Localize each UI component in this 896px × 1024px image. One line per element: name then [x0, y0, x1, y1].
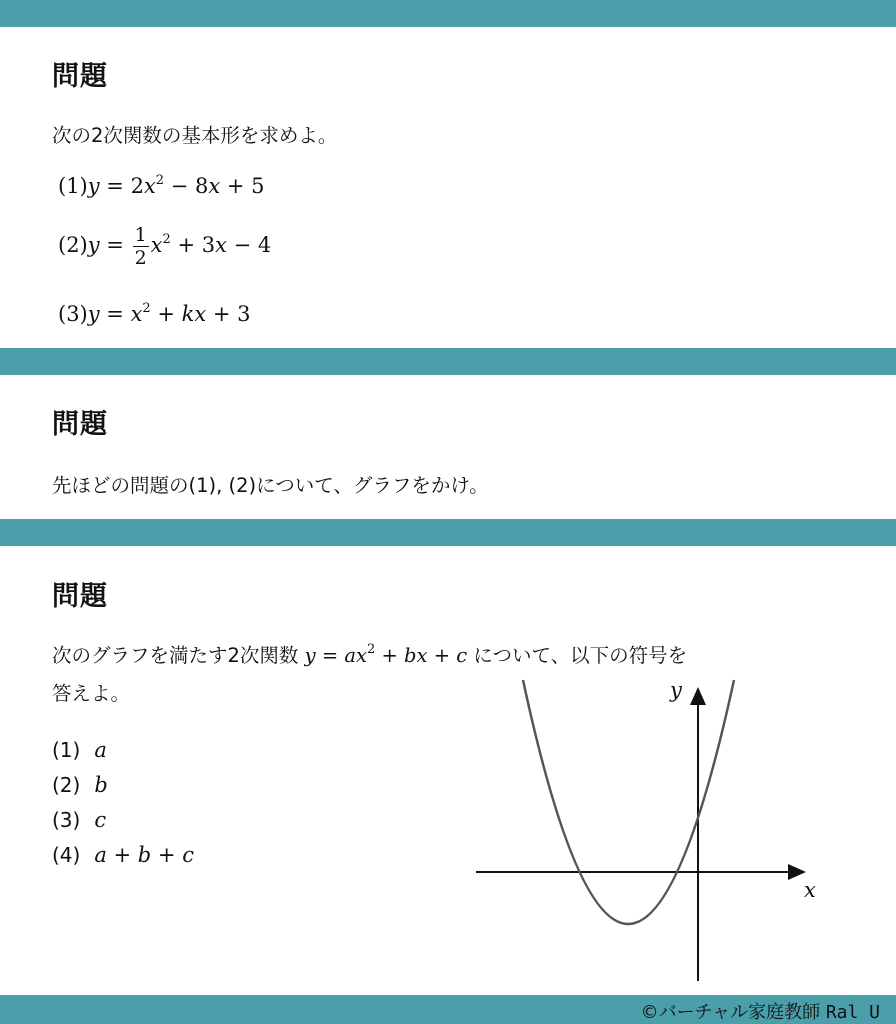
equation-2: (2)y = $\frac{1}{2}$ $x^2 + 3x - 4$ [58, 224, 272, 269]
fraction-one-half: $\frac{1}{2}$ [134, 224, 147, 269]
equation-3: $(3)y = x^2$ + kx + 3 [58, 301, 251, 326]
section1-heading: 問題 [52, 61, 108, 92]
eq3-label: (3) [58, 302, 88, 326]
equation-1: $(1)y = 2x^2 - 8x + 5$ [58, 173, 265, 198]
section3-heading: 問題 [52, 581, 108, 612]
copyright-footer: ©バーチャル家庭教師 Ral U [640, 1002, 880, 1023]
parabola-curve [523, 680, 734, 924]
question-item-2: (2) b [52, 773, 108, 797]
section1-instruction: 次の2次関数の基本形を求めよ。 [52, 124, 338, 147]
section3-instruction-line2: 答えよ。 [52, 682, 131, 705]
section2-heading: 問題 [52, 409, 108, 440]
question-item-3: (3) c [52, 808, 107, 832]
question-item-1: (1) a [52, 738, 107, 762]
x-axis-label: x [804, 878, 816, 902]
section2-instruction: 先ほどの問題の(1), (2)について、グラフをかけ。 [52, 474, 489, 497]
eq1-label: (1) [58, 174, 88, 198]
section3-instruction-line1: 次のグラフを満たす2次関数 $y = ax^2$ + bx + c について、以下の符号を [52, 642, 688, 667]
eq2-label: (2) [58, 233, 88, 257]
y-axis-label: y [670, 678, 682, 702]
question-item-4: (4) a + b + c [52, 843, 194, 867]
